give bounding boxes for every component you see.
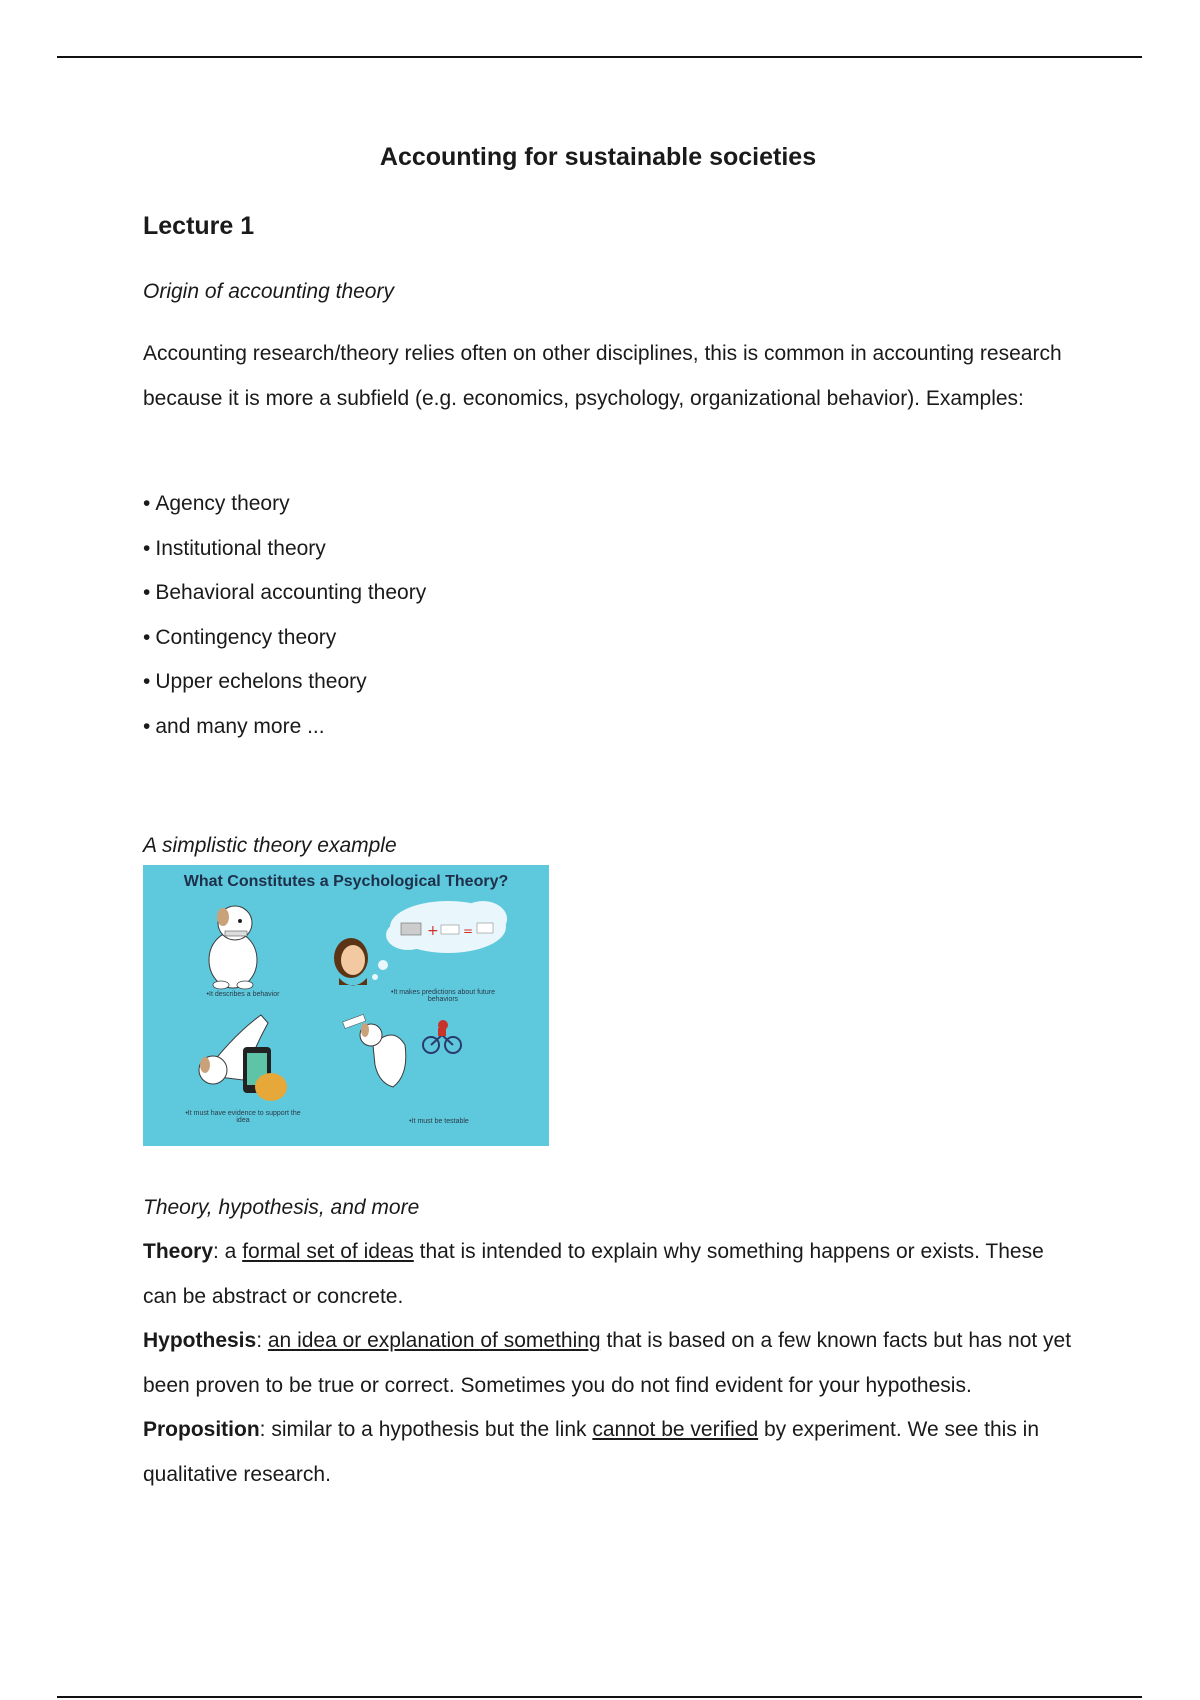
definitions-block: [143, 1230, 1073, 1497]
section-heading-origin: Origin of accounting theory: [143, 280, 394, 303]
term-proposition: Proposition: [143, 1418, 260, 1441]
figure-caption: •It makes predictions about future behaviors: [390, 989, 495, 1003]
bullet-icon: •: [143, 670, 151, 693]
jumping-dog-icon: [343, 1014, 406, 1087]
cyclist-icon: [423, 1020, 461, 1053]
figure-caption: •It describes a behavior: [206, 991, 280, 998]
svg-text:=: =: [463, 924, 474, 938]
term-hypothesis: Hypothesis: [143, 1329, 257, 1352]
thinking-girl-icon: [334, 901, 507, 986]
figure-title: What Constitutes a Psychological Theory?: [183, 873, 509, 890]
proposition-underlined: cannot be verified: [592, 1418, 759, 1441]
figure-caption: •It must have evidence to support the idea: [185, 1110, 301, 1124]
definition-proposition: Proposition: similar to a hypothesis but the link cannot be verified by experiment. We see this in qualitative research.: [143, 1418, 1040, 1486]
sitting-dog-icon: [209, 906, 257, 989]
list-item: • Behavioral accounting theory: [143, 581, 427, 604]
section-heading-example: A simplistic theory example: [143, 834, 397, 857]
bullet-icon: •: [143, 492, 151, 515]
document-title: Accounting for sustainable societies: [379, 143, 817, 171]
section-heading-definitions: Theory, hypothesis, and more: [143, 1196, 420, 1219]
lecture-heading: Lecture 1: [143, 212, 255, 240]
bullet-icon: •: [143, 536, 151, 560]
theory-underlined: formal set of ideas: [242, 1240, 414, 1263]
definition-theory: Theory: a formal set of ideas that is intended to explain why something happens or exists. These can be abstract or concrete.: [143, 1240, 1044, 1308]
svg-text:+: +: [427, 923, 439, 939]
theory-list: [143, 482, 426, 749]
list-item: • Agency theory: [143, 492, 290, 515]
psychological-theory-figure: [143, 865, 549, 1146]
intro-paragraph: Accounting research/theory relies often on other disciplines, this is common in accounting research because it is more a subfield (e.g. economics, psychology, organizational behavior). Examples:: [143, 342, 1062, 410]
definition-hypothesis: Hypothesis: an idea or explanation of something that is based on a few known facts but has not yet been proven to be true or correct. Sometimes you do not find evident for your hypothesis.: [143, 1329, 1072, 1397]
top-rule: [57, 56, 1142, 58]
bottom-rule: [57, 1696, 1142, 1698]
term-theory: Theory: [143, 1240, 214, 1263]
figure-illustration: [143, 865, 549, 1146]
list-item: • Contingency theory: [143, 625, 337, 649]
bullet-icon: •: [143, 625, 151, 649]
figure-caption: •It must be testable: [409, 1118, 469, 1125]
list-item: • Institutional theory: [143, 536, 326, 560]
bullet-icon: •: [143, 714, 151, 738]
dog-with-phone-icon: [199, 1015, 287, 1101]
hypothesis-underlined: an idea or explanation of something: [267, 1329, 601, 1352]
list-item: • Upper echelons theory: [143, 670, 367, 693]
bullet-icon: •: [143, 581, 151, 604]
list-item: • and many more ...: [143, 714, 325, 738]
